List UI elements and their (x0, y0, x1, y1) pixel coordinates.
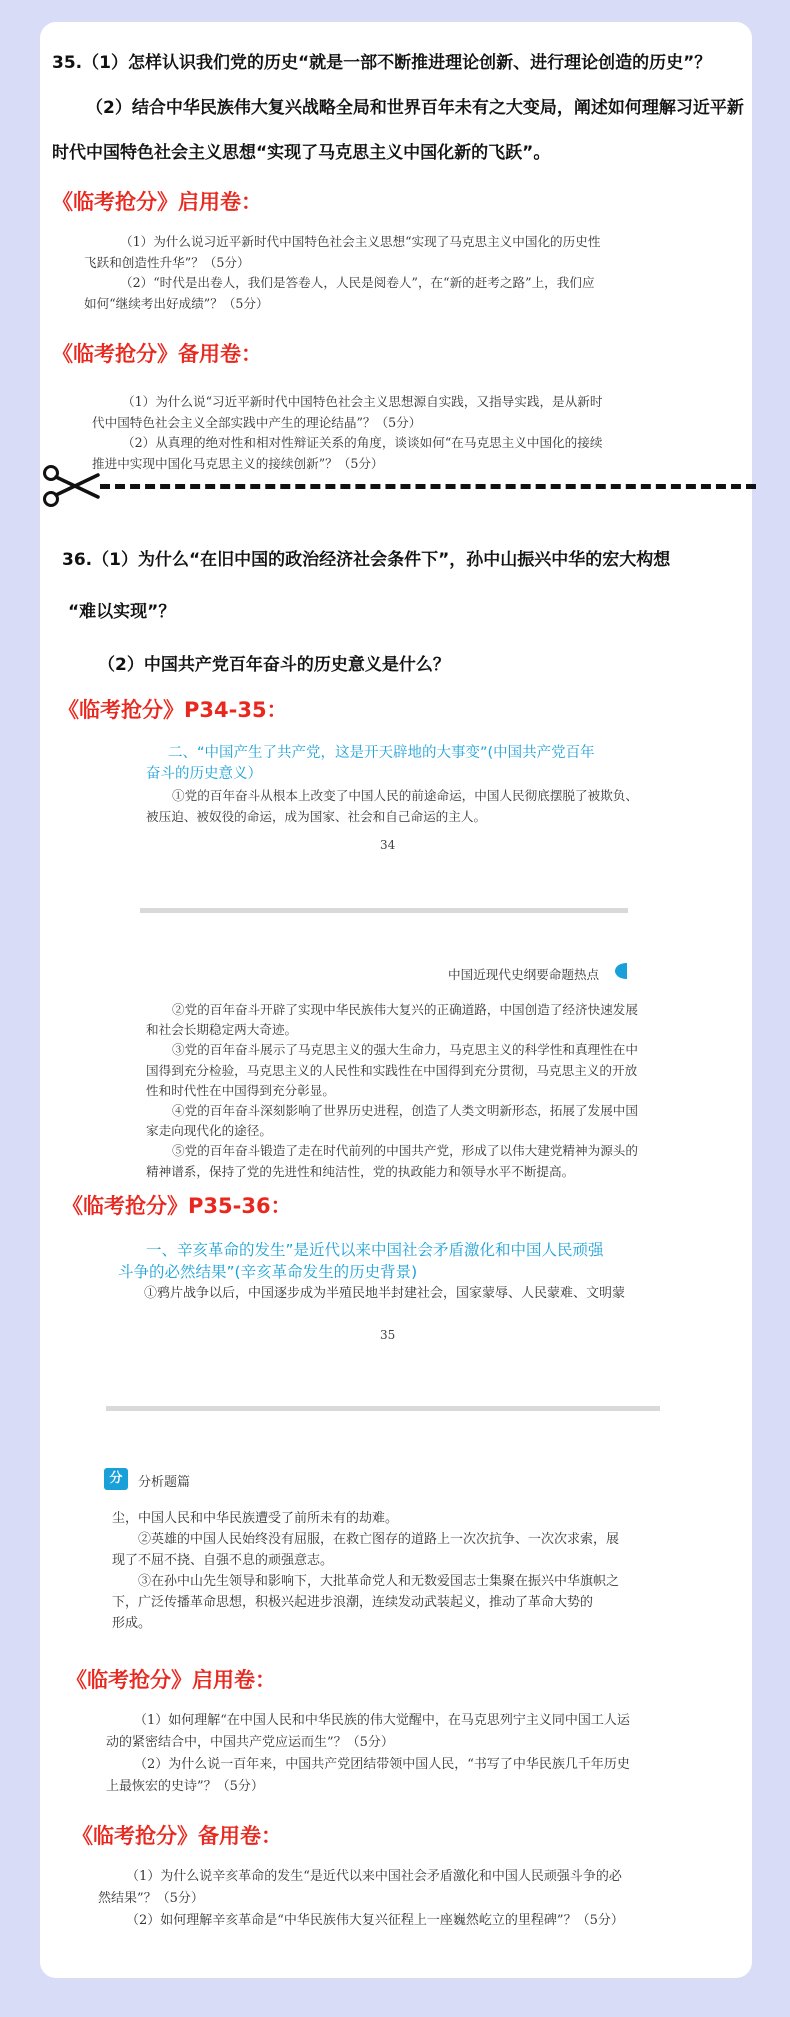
excerpt-line: （2）从真理的绝对性和相对性辩证关系的角度，谈谈如何“在马克思主义中国化的接续 (122, 435, 603, 450)
excerpt-line: 飞跃和创造性升华”？（5分） (84, 254, 250, 270)
excerpt-blue-heading: 一、辛亥革命的发生”是近代以来中国社会矛盾激化和中国人民顽强 (146, 1241, 604, 1259)
running-header: 中国近现代史纲要命题热点 (448, 967, 600, 982)
section-heading-beiyong: 《临考抢分》备用卷： (52, 342, 262, 366)
excerpt-line: （1）如何理解“在中国人民和中华民族的伟大觉醒中，在马克思列宁主义同中国工人运 (134, 1713, 630, 1728)
excerpt-line: （2）如何理解辛亥革命是“中华民族伟大复兴征程上一座巍然屹立的里程碑”？（5分） (126, 1913, 624, 1928)
excerpt-line: 性和时代性在中国得到充分彰显。 (146, 1082, 335, 1098)
section-label: 分析题篇 (138, 1475, 191, 1490)
excerpt-line: ⑤党的百年奋斗锻造了走在时代前列的中国共产党，形成了以伟大建党精神为源头的 (172, 1143, 638, 1159)
scan-excerpt-qiyong-2 (106, 1710, 630, 1798)
question-36-part1: 36.（1）为什么“在旧中国的政治经济社会条件下”，孙中山振兴中华的宏大构想 (62, 550, 671, 570)
excerpt-line: 现了不屈不挠、自强不息的顽强意志。 (112, 1553, 334, 1568)
excerpt-line: （1）为什么说“习近平新时代中国特色社会主义思想源自实践，又指导实践，是从新时 (122, 394, 603, 409)
excerpt-line: 代中国特色社会主义全部实践中产生的理论结晶”？（5分） (92, 414, 422, 430)
cut-line (100, 484, 756, 489)
excerpt-line: 尘，中国人民和中华民族遭受了前所未有的劫难。 (112, 1511, 399, 1526)
excerpt-line: ②英雄的中国人民始终没有屈服，在救亡图存的道路上一次次抗争、一次次求索，展 (138, 1532, 620, 1547)
excerpt-line: （2）为什么说一百年来，中国共产党团结带领中国人民，“书写了中华民族几千年历史 (134, 1757, 630, 1772)
scan-excerpt-qiyong (84, 232, 600, 314)
excerpt-line: ①党的百年奋斗从根本上改变了中国人民的前途命运，中国人民彻底摆脱了被欺负、 (172, 788, 638, 803)
excerpt-line: 和社会长期稳定两大奇迹。 (146, 1022, 298, 1038)
page-number: 34 (380, 838, 396, 852)
question-36-part1-cont: “难以实现”？ (68, 602, 176, 622)
page-divider (106, 1406, 660, 1411)
excerpt-line: 被压迫、被奴役的命运，成为国家、社会和自己命运的主人。 (146, 808, 487, 824)
scan-excerpt-p35-b (118, 1284, 625, 1305)
excerpt-line: 如何“继续考出好成绩”？（5分） (84, 295, 269, 311)
page-number: 35 (380, 1328, 396, 1342)
excerpt-line: ②党的百年奋斗开辟了实现中华民族伟大复兴的正确道路，中国创造了经济快速发展 (172, 1002, 638, 1017)
excerpt-blue-heading-cont: 奋斗的历史意义） (146, 766, 262, 782)
scan-excerpt-beiyong-2 (98, 1866, 624, 1932)
excerpt-line: 上最恢宏的史诗”？（5分） (106, 1779, 264, 1794)
section-badge: 分 (104, 1468, 128, 1490)
excerpt-blue-heading: 二、“中国产生了共产党，这是开天辟地的大事变”(中国共产党百年 (168, 745, 595, 761)
excerpt-line: 动的紧密结合中，中国共产党应运而生”？（5分） (106, 1735, 394, 1750)
question-35-part2: （2）结合中华民族伟大复兴战略全局和世界百年未有之大变局，阐述如何理解习近平新 (86, 98, 744, 118)
page-divider (140, 908, 628, 913)
section-heading-qiyong-2: 《临考抢分》启用卷： (66, 1668, 276, 1692)
excerpt-line: （1）为什么说辛亥革命的发生“是近代以来中国社会矛盾激化和中国人民顽强斗争的必 (126, 1869, 622, 1884)
excerpt-line: 推进中实现中国化马克思主义的接续创新”？（5分） (92, 455, 384, 471)
question-35-part2-cont: 时代中国特色社会主义思想“实现了马克思主义中国化新的飞跃”。 (52, 143, 551, 163)
excerpt-line: ③党的百年奋斗展示了马克思主义的强大生命力，马克思主义的科学性和真理性在中 (172, 1042, 638, 1058)
section-heading-beiyong-2: 《临考抢分》备用卷： (72, 1824, 282, 1848)
excerpt-line: ④党的百年奋斗深刻影响了世界历史进程，创造了人类文明新形态，拓展了发展中国 (172, 1103, 638, 1119)
excerpt-blue-heading-cont: 斗争的必然结果”(辛亥革命发生的历史背景) (118, 1263, 418, 1281)
header-tab-icon (614, 962, 628, 980)
excerpt-line: 精神谱系，保持了党的先进性和纯洁性，党的执政能力和领导水平不断提高。 (146, 1163, 575, 1179)
excerpt-line: （1）为什么说习近平新时代中国特色社会主义思想“实现了马克思主义中国化的历史性 (120, 234, 601, 249)
question-36-part2: （2）中国共产党百年奋斗的历史意义是什么？ (98, 655, 450, 675)
excerpt-line: 然结果”？（5分） (98, 1891, 204, 1906)
excerpt-line: （2）“时代是出卷人，我们是答卷人，人民是阅卷人”，在“新的赶考之路”上，我们应 (120, 275, 595, 290)
excerpt-line: 下，广泛传播革命思想，积极兴起进步浪潮，连续发动武装起义，推动了革命大势的 (112, 1595, 594, 1610)
scan-excerpt-p34 (146, 786, 638, 827)
scan-excerpt-p35 (146, 1000, 638, 1182)
question-35-part1: 35.（1）怎样认识我们党的历史“就是一部不断推进理论创新、进行理论创造的历史”？ (52, 53, 712, 73)
excerpt-line: ③在孙中山先生领导和影响下，大批革命党人和无数爱国志士集聚在振兴中华旗帜之 (138, 1574, 620, 1589)
section-heading-qiyong: 《临考抢分》启用卷： (52, 190, 262, 214)
scan-excerpt-beiyong (92, 392, 602, 474)
scissors-icon (40, 462, 102, 510)
section-heading-p35-36: 《临考抢分》P35-36： (62, 1194, 292, 1218)
section-heading-p34-35: 《临考抢分》P34-35： (58, 698, 288, 722)
excerpt-line: 家走向现代化的途径。 (146, 1123, 272, 1139)
scan-excerpt-p36 (112, 1508, 619, 1634)
excerpt-line: 国得到充分检验，马克思主义的人民性和实践性在中国得到充分贯彻，马克思主义的开放 (146, 1062, 638, 1078)
excerpt-line: ①鸦片战争以后，中国逐步成为半殖民地半封建社会，国家蒙辱、人民蒙难、文明蒙 (144, 1286, 626, 1301)
excerpt-line: 形成。 (112, 1616, 152, 1631)
